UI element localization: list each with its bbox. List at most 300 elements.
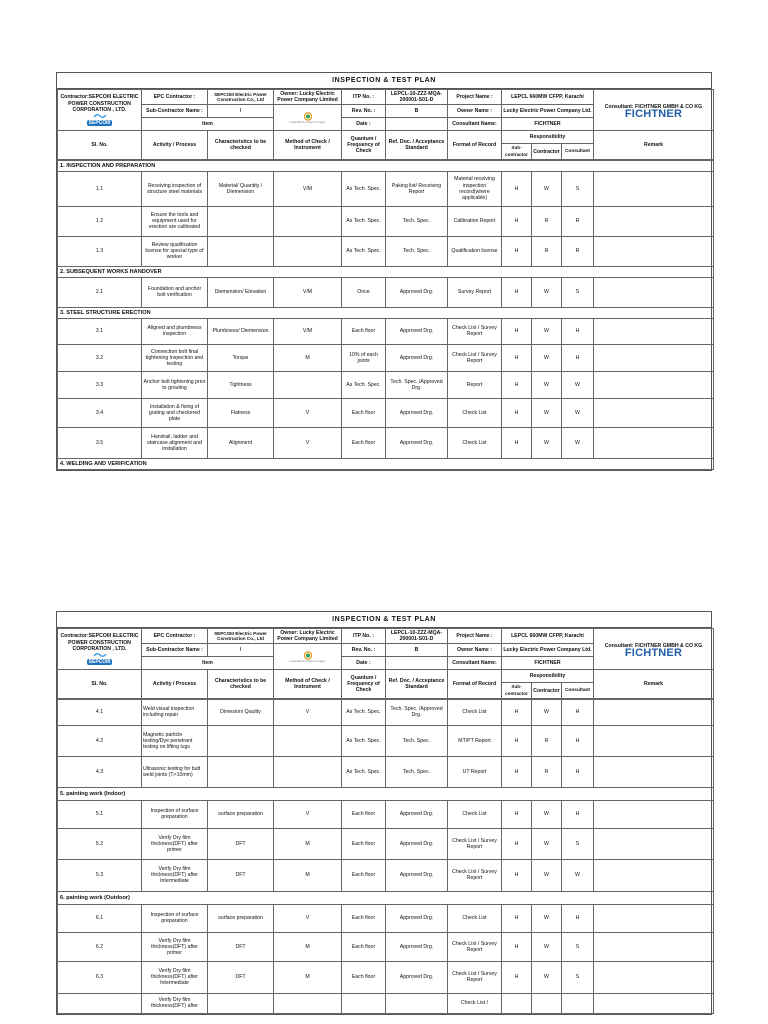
sepco-swirl-icon <box>93 652 107 658</box>
table-row <box>58 206 714 236</box>
resp-contractor: W <box>532 904 562 932</box>
itp-header-table <box>57 89 714 160</box>
method: V/M <box>274 318 342 344</box>
ref-doc: Tech. Spec. <box>386 725 448 756</box>
ref-doc: Approved Drg. <box>386 277 448 307</box>
quantum <box>342 993 386 1013</box>
resp-contractor <box>532 993 562 1013</box>
sl-no: 3.1 <box>58 318 142 344</box>
resp-consultant: R <box>562 236 594 266</box>
format-of-record: Check List / <box>448 993 502 1013</box>
resp-consultant: H <box>562 800 594 828</box>
sl-no: 1.1 <box>58 171 142 206</box>
characteristics <box>208 756 274 787</box>
ref-doc: Approved Drg. <box>386 828 448 859</box>
remark <box>594 725 714 756</box>
resp-consultant: S <box>562 171 594 206</box>
quantum: Each floor <box>342 398 386 427</box>
ref-doc: Approved Drg. <box>386 427 448 458</box>
item-label: Item <box>142 118 274 131</box>
resp-consultant: S <box>562 828 594 859</box>
characteristics: Plumbness/ Diemension <box>208 318 274 344</box>
format-of-record: Check List <box>448 427 502 458</box>
itp-title: INSPECTION & TEST PLAN <box>57 612 711 628</box>
col-remark: Remark <box>594 131 714 159</box>
method: M <box>274 344 342 371</box>
resp-sub-contractor: H <box>502 344 532 371</box>
resp-sub-contractor: H <box>502 932 532 961</box>
quantum: As Tech. Spec. <box>342 236 386 266</box>
characteristics: DFT <box>208 828 274 859</box>
sl-no: 3.4 <box>58 398 142 427</box>
resp-sub-contractor: H <box>502 398 532 427</box>
consultant-name-label: Consultant Name: <box>448 118 502 131</box>
owner-logo-text: Lucky Electric Power Company <box>289 120 326 124</box>
method <box>274 756 342 787</box>
owner-name-label: Owner Name : <box>448 644 502 657</box>
section-title: 4. WELDING AND VERIFICATION <box>58 458 714 469</box>
col-ref-doc: Ref. Doc. / Acceptance Standard <box>386 670 448 698</box>
col-ref-doc: Ref. Doc. / Acceptance Standard <box>386 131 448 159</box>
remark <box>594 904 714 932</box>
table-row <box>58 904 714 932</box>
table-row <box>58 800 714 828</box>
contractor-name: Contractor:SEPCOIII ELECTRIC POWER CONSTRUCTION CORPORATION , LTD. <box>60 633 139 652</box>
col-quantum: Quantum / Frequency of Check <box>342 670 386 698</box>
owner-name-value: Lucky Electric Power Company Ltd. <box>502 105 594 118</box>
activity: Verify Dry film thickness(DFT) after Intermediate <box>142 961 208 993</box>
sl-no: 1.3 <box>58 236 142 266</box>
ref-doc: Paking list/ Receiving Report <box>386 171 448 206</box>
format-of-record: Check List <box>448 800 502 828</box>
subcontractor-value: / <box>208 105 274 118</box>
remark <box>594 277 714 307</box>
date-value <box>386 118 448 131</box>
col-activity: Activity / Process <box>142 670 208 698</box>
activity: Verify Dry film thickness(DFT) after primer <box>142 932 208 961</box>
fichtner-logo: FICHTNER <box>624 107 683 120</box>
method: V <box>274 398 342 427</box>
col-format: Format of Record <box>448 670 502 698</box>
sepco-logo-text: SEPCOIII <box>88 119 111 126</box>
col-responsibility: Responsibility <box>502 131 594 144</box>
resp-sub-contractor: H <box>502 800 532 828</box>
method <box>274 725 342 756</box>
sepco-logo <box>59 113 140 126</box>
table-row <box>58 344 714 371</box>
ref-doc: Approved Drg. <box>386 961 448 993</box>
format-of-record: Calibration Report <box>448 206 502 236</box>
quantum: Each floor <box>342 904 386 932</box>
table-row <box>58 398 714 427</box>
resp-sub-contractor: H <box>502 961 532 993</box>
characteristics: Flatness <box>208 398 274 427</box>
resp-contractor: R <box>532 756 562 787</box>
resp-consultant: W <box>562 398 594 427</box>
col-sub-contractor: Sub-contractor <box>502 683 532 698</box>
owner-logo <box>275 651 340 663</box>
col-responsibility: Responsibility <box>502 670 594 683</box>
date-label: Date : <box>342 657 386 670</box>
ref-doc: Approved Drg. <box>386 904 448 932</box>
col-contractor: Contractor <box>532 144 562 159</box>
rev-label: Rev. No. : <box>342 644 386 657</box>
table-row <box>58 699 714 725</box>
method: M <box>274 932 342 961</box>
resp-sub-contractor: H <box>502 699 532 725</box>
format-of-record: UT Report <box>448 756 502 787</box>
characteristics: Material/ Quantity / Diemension <box>208 171 274 206</box>
resp-consultant: H <box>562 344 594 371</box>
quantum: Each floor <box>342 800 386 828</box>
quantum: Each floor <box>342 318 386 344</box>
table-row <box>58 371 714 398</box>
resp-consultant: S <box>562 961 594 993</box>
table-row <box>58 171 714 206</box>
resp-contractor: W <box>532 800 562 828</box>
method: V <box>274 800 342 828</box>
quantum: Each floor <box>342 828 386 859</box>
method: M <box>274 859 342 891</box>
itp-body-table <box>57 160 714 470</box>
activity: Verify Dry film thickness(DFT) after Intermediate <box>142 859 208 891</box>
format-of-record: Check List / Survey Report <box>448 344 502 371</box>
table-row <box>58 756 714 787</box>
activity: Installation & fixing of grating and checkered plate <box>142 398 208 427</box>
table-row <box>58 318 714 344</box>
sl-no: 5.2 <box>58 828 142 859</box>
resp-sub-contractor: H <box>502 206 532 236</box>
method: V/M <box>274 277 342 307</box>
activity: Verify Dry film thickness(DFT) after <box>142 993 208 1013</box>
sl-no: 6.3 <box>58 961 142 993</box>
remark <box>594 699 714 725</box>
col-sub-contractor: Sub-contractor <box>502 144 532 159</box>
remark <box>594 859 714 891</box>
consultant-name: Consultant: FICHTNER GMBH & CO KG <box>604 642 703 649</box>
epc-value: SEPCOIII Electric Power Construction Co., Ltd <box>208 90 274 105</box>
ref-doc: Approved Drg. <box>386 800 448 828</box>
resp-consultant: R <box>562 206 594 236</box>
resp-contractor: W <box>532 932 562 961</box>
rev-value: B <box>386 105 448 118</box>
col-characteristics: Characteristics to be checked <box>208 670 274 698</box>
owner-logo-icon <box>302 651 314 660</box>
activity: Review qualification license for special type of worker <box>142 236 208 266</box>
resp-sub-contractor: H <box>502 236 532 266</box>
quantum: As Tech. Spec. <box>342 171 386 206</box>
resp-contractor: W <box>532 318 562 344</box>
itp-value: LEPCL-10-ZZZ-MQA-200001-S01-D <box>386 629 448 644</box>
ref-doc: Tech. Spec. /Approved Drg. <box>386 371 448 398</box>
format-of-record: MT/PT Report <box>448 725 502 756</box>
format-of-record: Material receiving inspection record(where applicable) <box>448 171 502 206</box>
resp-contractor: W <box>532 961 562 993</box>
col-characteristics: Characteristics to be checked <box>208 131 274 159</box>
sepco-logo-text: SEPCOIII <box>88 658 111 665</box>
resp-contractor: W <box>532 828 562 859</box>
owner-logo-cell <box>274 644 342 670</box>
itp-sheet-1 <box>56 72 712 471</box>
method: V <box>274 699 342 725</box>
resp-consultant: H <box>562 756 594 787</box>
resp-contractor: W <box>532 344 562 371</box>
resp-sub-contractor: H <box>502 756 532 787</box>
quantum: Each floor <box>342 859 386 891</box>
consultant-cell <box>594 90 714 131</box>
method <box>274 236 342 266</box>
characteristics <box>208 206 274 236</box>
epc-label: EPC Contractor : <box>142 629 208 644</box>
activity: Handrail, ladder and staircase alignment and installation <box>142 427 208 458</box>
resp-contractor: W <box>532 859 562 891</box>
format-of-record: Report <box>448 371 502 398</box>
resp-sub-contractor: H <box>502 427 532 458</box>
itp-sheet-2 <box>56 611 712 1015</box>
table-row <box>58 859 714 891</box>
col-method: Method of Check / Instrument <box>274 670 342 698</box>
quantum: Once <box>342 277 386 307</box>
itp-header-table <box>57 628 714 699</box>
activity: Inspection of surface preparation <box>142 800 208 828</box>
characteristics: surface preparation <box>208 800 274 828</box>
format-of-record: Qualification license <box>448 236 502 266</box>
owner-logo <box>275 112 340 124</box>
resp-sub-contractor: H <box>502 725 532 756</box>
ref-doc: Tech. Spec. <box>386 756 448 787</box>
sl-no: 3.2 <box>58 344 142 371</box>
format-of-record: Check List <box>448 699 502 725</box>
quantum: Each floor <box>342 961 386 993</box>
section-title: 5. painting work (Indoor) <box>58 787 714 800</box>
ref-doc: Approved Drg. <box>386 318 448 344</box>
resp-sub-contractor: H <box>502 277 532 307</box>
col-contractor: Contractor <box>532 683 562 698</box>
section-title: 6. painting work (Outdoor) <box>58 891 714 904</box>
sl-no: 3.5 <box>58 427 142 458</box>
resp-sub-contractor: H <box>502 318 532 344</box>
characteristics <box>208 236 274 266</box>
quantum: 10% of each joints <box>342 344 386 371</box>
remark <box>594 318 714 344</box>
remark <box>594 993 714 1013</box>
resp-consultant: H <box>562 699 594 725</box>
method <box>274 206 342 236</box>
sl-no: 5.3 <box>58 859 142 891</box>
section-title: 3. STEEL STRUCTURE ERECTION <box>58 307 714 318</box>
consultant-name-value: FICHTNER <box>502 657 594 670</box>
resp-sub-contractor: H <box>502 904 532 932</box>
remark <box>594 756 714 787</box>
remark <box>594 371 714 398</box>
ref-doc <box>386 993 448 1013</box>
table-row <box>58 725 714 756</box>
method: M <box>274 961 342 993</box>
ref-doc: Approved Drg. <box>386 932 448 961</box>
rev-label: Rev. No. : <box>342 105 386 118</box>
activity: Inspection of surface preparation <box>142 904 208 932</box>
sepco-swirl-icon <box>93 113 107 119</box>
resp-contractor: W <box>532 699 562 725</box>
format-of-record: Check List / Survey Report <box>448 961 502 993</box>
col-remark: Remark <box>594 670 714 698</box>
col-consultant: Consultant <box>562 144 594 159</box>
characteristics: DFT <box>208 961 274 993</box>
resp-sub-contractor: H <box>502 828 532 859</box>
project-value: LEPCL 660MW CFPP, Karachi <box>502 629 594 644</box>
remark <box>594 236 714 266</box>
quantum: Each floor <box>342 427 386 458</box>
characteristics: Torque <box>208 344 274 371</box>
resp-contractor: R <box>532 236 562 266</box>
sl-no: 6.2 <box>58 932 142 961</box>
resp-consultant: S <box>562 277 594 307</box>
itp-title: INSPECTION & TEST PLAN <box>57 73 711 89</box>
sl-no: 4.2 <box>58 725 142 756</box>
activity: Magnetic particle testing/Dye penetrant testing on lifting lugs <box>142 725 208 756</box>
quantum: As Tech. Spec. <box>342 725 386 756</box>
fichtner-logo: FICHTNER <box>624 646 683 659</box>
sepco-logo <box>59 652 140 665</box>
col-format: Format of Record <box>448 131 502 159</box>
remark <box>594 427 714 458</box>
epc-value: SEPCOIII Electric Power Construction Co., Ltd <box>208 629 274 644</box>
sl-no: 1.2 <box>58 206 142 236</box>
resp-consultant: H <box>562 318 594 344</box>
remark <box>594 828 714 859</box>
contractor-cell <box>58 90 142 131</box>
contractor-name: Contractor:SEPCOIII ELECTRIC POWER CONSTRUCTION CORPORATION , LTD. <box>60 94 139 113</box>
ref-doc: Tech. Spec. <box>386 206 448 236</box>
ref-doc: Approved Drg. <box>386 398 448 427</box>
col-sl-no: Sl. No. <box>58 670 142 698</box>
remark <box>594 171 714 206</box>
characteristics: Diemension/ Elevation <box>208 277 274 307</box>
format-of-record: Check List <box>448 398 502 427</box>
owner-cell: Owner: Lucky Electric Power Company Limited <box>274 90 342 105</box>
project-label: Project Name : <box>448 629 502 644</box>
quantum: As Tech. Spec. <box>342 371 386 398</box>
sl-no <box>58 993 142 1013</box>
activity: Receiving inspection of structure steel materials <box>142 171 208 206</box>
resp-contractor: R <box>532 725 562 756</box>
ref-doc: Approved Drg. <box>386 859 448 891</box>
table-row <box>58 828 714 859</box>
itp-label: ITP No. : <box>342 90 386 105</box>
remark <box>594 398 714 427</box>
col-sl-no: Sl. No. <box>58 131 142 159</box>
resp-consultant: W <box>562 859 594 891</box>
method <box>274 371 342 398</box>
sl-no: 6.1 <box>58 904 142 932</box>
owner-cell: Owner: Lucky Electric Power Company Limited <box>274 629 342 644</box>
consultant-cell <box>594 629 714 670</box>
characteristics: DFT <box>208 932 274 961</box>
itp-value: LEPCL-10-ZZZ-MQA-200001-S01-D <box>386 90 448 105</box>
subcontractor-label: Sub-Contractor Name : <box>142 644 208 657</box>
quantum: Each floor <box>342 932 386 961</box>
activity: Ensure the tools and equipment used for erection are calibrated <box>142 206 208 236</box>
table-row <box>58 932 714 961</box>
characteristics: Dimesion/ Qaulity <box>208 699 274 725</box>
activity: Aligned and plumbness inspection <box>142 318 208 344</box>
resp-contractor: W <box>532 171 562 206</box>
col-method: Method of Check / Instrument <box>274 131 342 159</box>
format-of-record: Check List / Survey Report <box>448 859 502 891</box>
resp-consultant <box>562 993 594 1013</box>
itp-label: ITP No. : <box>342 629 386 644</box>
col-quantum: Quantum / Frequency of Check <box>342 131 386 159</box>
quantum: As Tech. Spec. <box>342 206 386 236</box>
resp-contractor: R <box>532 206 562 236</box>
section-title: 2. SUBSEQUENT WORKS HANDOVER <box>58 266 714 277</box>
resp-consultant: H <box>562 904 594 932</box>
resp-sub-contractor: H <box>502 859 532 891</box>
subcontractor-label: Sub-Contractor Name : <box>142 105 208 118</box>
resp-contractor: W <box>532 398 562 427</box>
table-row <box>58 961 714 993</box>
resp-sub-contractor <box>502 993 532 1013</box>
owner-name-value: Lucky Electric Power Company Ltd. <box>502 644 594 657</box>
table-row <box>58 236 714 266</box>
resp-consultant: W <box>562 371 594 398</box>
rev-value: B <box>386 644 448 657</box>
subcontractor-value: / <box>208 644 274 657</box>
characteristics: Tightness <box>208 371 274 398</box>
remark <box>594 800 714 828</box>
characteristics: DFT <box>208 859 274 891</box>
ref-doc: Approved Drg. <box>386 344 448 371</box>
format-of-record: Check List / Survey Report <box>448 318 502 344</box>
resp-sub-contractor: H <box>502 371 532 398</box>
remark <box>594 206 714 236</box>
sl-no: 2.1 <box>58 277 142 307</box>
consultant-name-value: FICHTNER <box>502 118 594 131</box>
epc-label: EPC Contractor : <box>142 90 208 105</box>
date-value <box>386 657 448 670</box>
ref-doc: Tech. Spec. <box>386 236 448 266</box>
characteristics: Alignment <box>208 427 274 458</box>
activity: Foundation and anchor bolt verification <box>142 277 208 307</box>
item-label: Item <box>142 657 274 670</box>
characteristics <box>208 993 274 1013</box>
sl-no: 4.3 <box>58 756 142 787</box>
quantum: As Tech. Spec. <box>342 699 386 725</box>
project-value: LEPCL 660MW CFPP, Karachi <box>502 90 594 105</box>
resp-contractor: W <box>532 371 562 398</box>
method <box>274 993 342 1013</box>
activity: Anchor bolt tightening prior to grouting <box>142 371 208 398</box>
resp-contractor: W <box>532 277 562 307</box>
contractor-cell <box>58 629 142 670</box>
remark <box>594 932 714 961</box>
resp-consultant: S <box>562 932 594 961</box>
format-of-record: Check List <box>448 904 502 932</box>
characteristics: surface preparation <box>208 904 274 932</box>
consultant-name-label: Consultant Name: <box>448 657 502 670</box>
date-label: Date : <box>342 118 386 131</box>
owner-logo-text: Lucky Electric Power Company <box>289 659 326 663</box>
consultant-name: Consultant: FICHTNER GMBH & CO KG <box>604 103 703 110</box>
activity: Weld visual inspection including repair <box>142 699 208 725</box>
activity: Ultrasonic testing for butt weld joints (T>10mm) <box>142 756 208 787</box>
format-of-record: Check List / Survey Report <box>448 932 502 961</box>
resp-sub-contractor: H <box>502 171 532 206</box>
resp-contractor: W <box>532 427 562 458</box>
itp-body-table <box>57 699 714 1014</box>
table-row <box>58 277 714 307</box>
ref-doc: Tech. Spec. /Approved Drg. <box>386 699 448 725</box>
